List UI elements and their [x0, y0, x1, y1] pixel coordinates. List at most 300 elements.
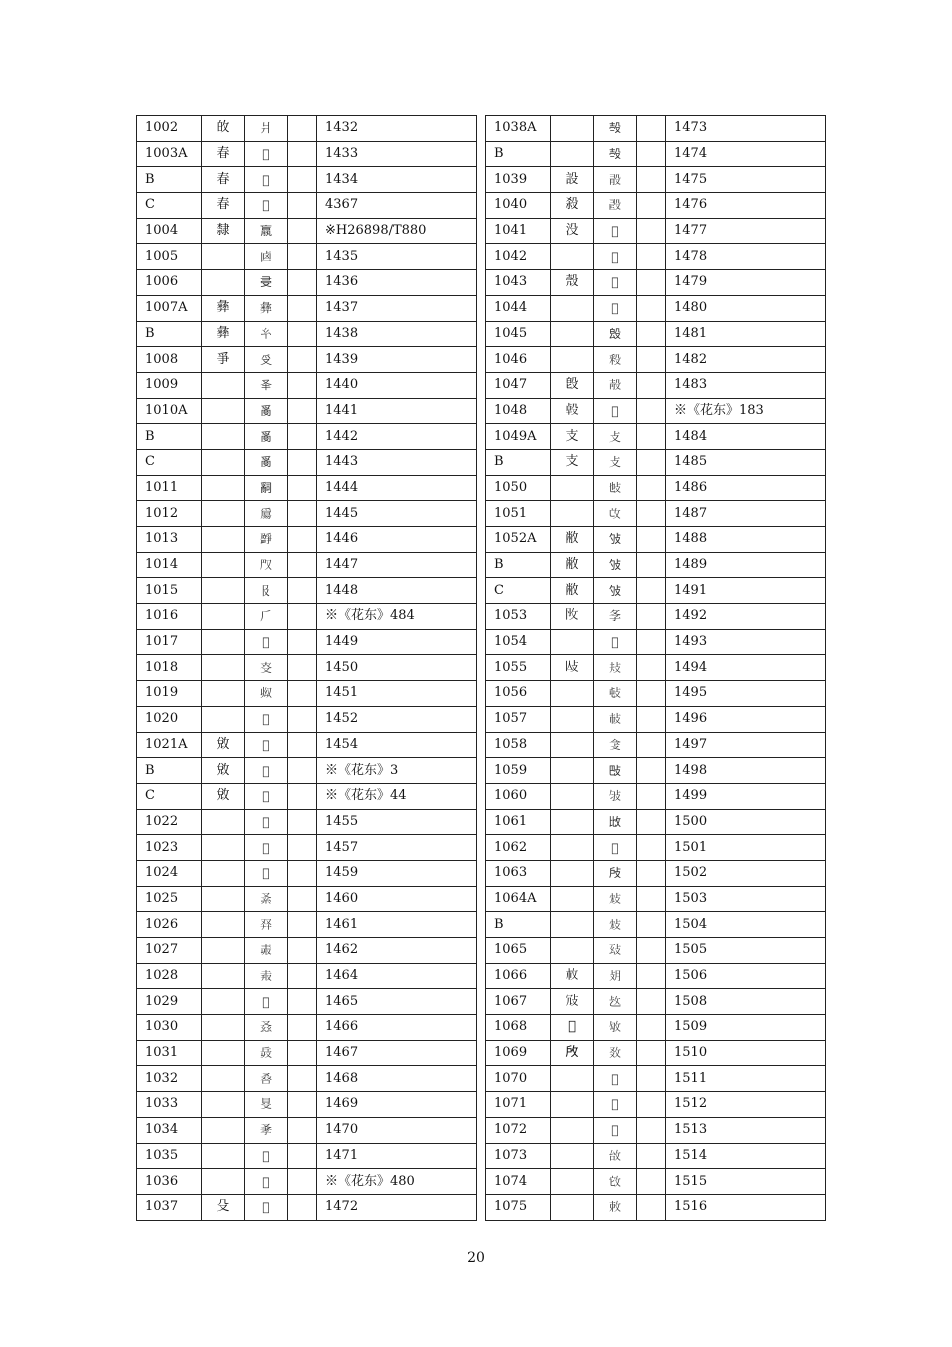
oracle-glyph-cell: 𢻳 — [594, 655, 637, 681]
oracle-glyph-cell: 𣪊 — [594, 141, 637, 167]
table-row — [486, 116, 826, 142]
empty-cell — [637, 835, 666, 861]
oracle-glyph-cell: 𢻿 — [594, 963, 637, 989]
entry-number-cell: 1051 — [486, 501, 551, 527]
empty-cell — [288, 218, 317, 244]
oracle-glyph-cell: 𢼃 — [594, 1015, 637, 1041]
entry-number-cell: C — [137, 193, 202, 219]
modern-character-cell — [551, 501, 594, 527]
modern-character-cell — [551, 1143, 594, 1169]
table-row — [486, 552, 826, 578]
oracle-glyph-cell: 𢻭 — [594, 527, 637, 553]
table-row — [137, 116, 477, 142]
reference-cell: 1451 — [317, 681, 477, 707]
table-row — [137, 1015, 477, 1041]
modern-character-cell — [551, 860, 594, 886]
oracle-glyph-cell: 𢻻 — [594, 860, 637, 886]
table-row — [137, 732, 477, 758]
reference-cell: 1432 — [317, 116, 477, 142]
entry-number-cell: 1006 — [137, 270, 202, 296]
empty-cell — [637, 167, 666, 193]
modern-character-cell — [551, 141, 594, 167]
entry-number-cell: 1031 — [137, 1040, 202, 1066]
oracle-glyph-cell: 𠬲 — [245, 655, 288, 681]
table-row — [137, 578, 477, 604]
entry-number-cell: 1017 — [137, 629, 202, 655]
modern-character-cell — [202, 475, 245, 501]
reference-cell: 1442 — [317, 424, 477, 450]
table-row — [137, 141, 477, 167]
modern-character-cell: 敓 — [202, 758, 245, 784]
oracle-glyph-cell: 𢻱 — [245, 732, 288, 758]
table-row — [486, 629, 826, 655]
oracle-glyph-cell: 𢻱 — [245, 783, 288, 809]
modern-character-cell — [202, 809, 245, 835]
oracle-glyph-cell: 𤔷 — [245, 527, 288, 553]
modern-character-cell — [551, 1194, 594, 1220]
empty-cell — [288, 783, 317, 809]
entry-number-cell: 1058 — [486, 732, 551, 758]
entry-number-cell: 1057 — [486, 706, 551, 732]
reference-cell: 1513 — [666, 1117, 826, 1143]
empty-cell — [288, 1143, 317, 1169]
reference-cell: 1506 — [666, 963, 826, 989]
modern-character-cell — [202, 1169, 245, 1195]
entry-number-cell: 1009 — [137, 372, 202, 398]
entry-number-cell: 1036 — [137, 1169, 202, 1195]
table-row — [137, 1066, 477, 1092]
table-row — [486, 1015, 826, 1041]
table-row — [137, 347, 477, 373]
empty-cell — [288, 552, 317, 578]
oracle-glyph-cell: 𠬷 — [245, 835, 288, 861]
table-row — [486, 218, 826, 244]
modern-character-cell: 支 — [551, 449, 594, 475]
empty-cell — [288, 1169, 317, 1195]
table-body-right — [486, 116, 826, 1221]
modern-character-cell — [551, 295, 594, 321]
reference-cell: 1469 — [317, 1092, 477, 1118]
reference-cell: ※《花东》3 — [317, 758, 477, 784]
reference-cell: 1482 — [666, 347, 826, 373]
empty-cell — [288, 758, 317, 784]
entry-number-cell: 1021A — [137, 732, 202, 758]
oracle-glyph-cell: 𢻸 — [594, 783, 637, 809]
modern-character-cell: 彝 — [202, 321, 245, 347]
entry-number-cell: 1069 — [486, 1040, 551, 1066]
entry-number-cell: 1062 — [486, 835, 551, 861]
reference-cell: 1454 — [317, 732, 477, 758]
empty-cell — [637, 1169, 666, 1195]
entry-number-cell: 1025 — [137, 886, 202, 912]
reference-cell: 1437 — [317, 295, 477, 321]
entry-number-cell: 1071 — [486, 1092, 551, 1118]
reference-cell: 1505 — [666, 938, 826, 964]
oracle-glyph-cell: 𠬺 — [245, 912, 288, 938]
entry-number-cell: B — [137, 758, 202, 784]
reference-cell: 1497 — [666, 732, 826, 758]
table-row — [486, 732, 826, 758]
table-row — [486, 938, 826, 964]
empty-cell — [637, 321, 666, 347]
table-row — [486, 912, 826, 938]
table-row — [486, 1143, 826, 1169]
modern-character-cell — [551, 1169, 594, 1195]
reference-cell: 1504 — [666, 912, 826, 938]
modern-character-cell — [551, 938, 594, 964]
modern-character-cell — [202, 398, 245, 424]
reference-cell: 1441 — [317, 398, 477, 424]
table-row — [486, 475, 826, 501]
table-row — [137, 398, 477, 424]
empty-cell — [288, 193, 317, 219]
empty-cell — [637, 1194, 666, 1220]
reference-cell: 1460 — [317, 886, 477, 912]
table-row — [137, 604, 477, 630]
table-row — [137, 989, 477, 1015]
oracle-glyph-cell: 𠬾 — [245, 1015, 288, 1041]
empty-cell — [288, 1066, 317, 1092]
entry-number-cell: 1047 — [486, 372, 551, 398]
entry-number-cell: 1039 — [486, 167, 551, 193]
modern-character-cell: 敀 — [202, 116, 245, 142]
table-row — [486, 860, 826, 886]
empty-cell — [288, 449, 317, 475]
empty-cell — [637, 912, 666, 938]
entry-number-cell: 1032 — [137, 1066, 202, 1092]
empty-cell — [637, 604, 666, 630]
table-row — [486, 706, 826, 732]
table-row — [137, 372, 477, 398]
empty-cell — [288, 1015, 317, 1041]
table-row — [137, 783, 477, 809]
modern-character-cell — [551, 681, 594, 707]
empty-cell — [637, 809, 666, 835]
reference-cell: 1502 — [666, 860, 826, 886]
oracle-glyph-cell: 𠬻 — [245, 938, 288, 964]
table-row — [486, 321, 826, 347]
entry-number-cell: C — [486, 578, 551, 604]
page-number: 20 — [467, 1250, 485, 1266]
oracle-glyph-cell: 𢻯 — [594, 604, 637, 630]
table-row — [486, 1117, 826, 1143]
entry-number-cell: 1056 — [486, 681, 551, 707]
table-row — [486, 963, 826, 989]
oracle-glyph-cell: 𢼆 — [594, 1066, 637, 1092]
oracle-glyph-cell: 𢻫 — [594, 475, 637, 501]
reference-cell: 1512 — [666, 1092, 826, 1118]
entry-number-cell: 1075 — [486, 1194, 551, 1220]
table-row — [137, 1092, 477, 1118]
table-row — [137, 963, 477, 989]
oracle-glyph-cell: 𢻷 — [594, 758, 637, 784]
entry-number-cell: B — [486, 912, 551, 938]
entry-number-cell: 1053 — [486, 604, 551, 630]
empty-cell — [637, 989, 666, 1015]
oracle-glyph-cell: 𢻹 — [594, 809, 637, 835]
oracle-glyph-cell: 𢻰 — [594, 629, 637, 655]
empty-cell — [288, 1040, 317, 1066]
table-body-left — [137, 116, 477, 1221]
reference-cell: ※《花东》480 — [317, 1169, 477, 1195]
reference-cell: 1479 — [666, 270, 826, 296]
entry-number-cell: 1035 — [137, 1143, 202, 1169]
modern-character-cell: 敝 — [551, 578, 594, 604]
table-row — [137, 681, 477, 707]
entry-number-cell: 1041 — [486, 218, 551, 244]
oracle-glyph-cell: 𠬼 — [245, 963, 288, 989]
entry-number-cell: 1007A — [137, 295, 202, 321]
modern-character-cell — [202, 655, 245, 681]
reference-cell: 1447 — [317, 552, 477, 578]
modern-character-cell: 敝 — [551, 527, 594, 553]
empty-cell — [288, 475, 317, 501]
modern-character-cell — [202, 552, 245, 578]
oracle-glyph-cell: 𣪒 — [594, 244, 637, 270]
entry-number-cell: 1022 — [137, 809, 202, 835]
entry-number-cell: 1028 — [137, 963, 202, 989]
empty-cell — [288, 141, 317, 167]
empty-cell — [288, 244, 317, 270]
empty-cell — [288, 835, 317, 861]
table-row — [486, 372, 826, 398]
empty-cell — [288, 732, 317, 758]
reference-cell: 1491 — [666, 578, 826, 604]
entry-number-cell: 1065 — [486, 938, 551, 964]
table-row — [486, 758, 826, 784]
oracle-glyph-cell: 𢻴 — [594, 681, 637, 707]
empty-cell — [637, 860, 666, 886]
oracle-glyph-cell: 𢼁 — [594, 989, 637, 1015]
reference-cell: 1471 — [317, 1143, 477, 1169]
reference-cell: ※H26898/T880 — [317, 218, 477, 244]
table-row — [137, 167, 477, 193]
oracle-glyph-cell: 𢼇 — [594, 1092, 637, 1118]
table-row — [137, 1194, 477, 1220]
oracle-glyph-cell: 𢻱 — [245, 758, 288, 784]
entry-number-cell: 1055 — [486, 655, 551, 681]
oracle-glyph-cell: 彝 — [245, 295, 288, 321]
reference-cell: 1487 — [666, 501, 826, 527]
empty-cell — [637, 758, 666, 784]
table-row — [486, 295, 826, 321]
entry-number-cell: 1008 — [137, 347, 202, 373]
modern-character-cell: 春 — [202, 193, 245, 219]
oracle-glyph-cell: 𣪐 — [594, 193, 637, 219]
empty-cell — [637, 295, 666, 321]
entry-number-cell: 1046 — [486, 347, 551, 373]
oracle-glyph-cell: 𣪓 — [594, 270, 637, 296]
oracle-glyph-cell: 𤔔 — [245, 424, 288, 450]
oracle-glyph-cell: 𠭄 — [245, 1169, 288, 1195]
reference-cell: 4367 — [317, 193, 477, 219]
reference-cell: 1510 — [666, 1040, 826, 1066]
modern-character-cell: 春 — [202, 141, 245, 167]
modern-character-cell — [202, 886, 245, 912]
empty-cell — [288, 629, 317, 655]
reference-cell: 1435 — [317, 244, 477, 270]
reference-cell: 1495 — [666, 681, 826, 707]
table-row — [137, 629, 477, 655]
empty-cell — [288, 938, 317, 964]
reference-cell: 1499 — [666, 783, 826, 809]
empty-cell — [637, 218, 666, 244]
entry-number-cell: 1059 — [486, 758, 551, 784]
entry-number-cell: C — [137, 449, 202, 475]
reference-cell: 1468 — [317, 1066, 477, 1092]
reference-cell: 1461 — [317, 912, 477, 938]
table-row — [486, 244, 826, 270]
empty-cell — [637, 1143, 666, 1169]
modern-character-cell — [551, 629, 594, 655]
empty-cell — [637, 732, 666, 758]
modern-character-cell: 𢼂 — [551, 1015, 594, 1041]
empty-cell — [637, 449, 666, 475]
entry-number-cell: 1027 — [137, 938, 202, 964]
table-row — [137, 835, 477, 861]
empty-cell — [288, 116, 317, 142]
modern-character-cell — [202, 449, 245, 475]
reference-cell: 1466 — [317, 1015, 477, 1041]
empty-cell — [288, 398, 317, 424]
modern-character-cell — [202, 860, 245, 886]
empty-cell — [637, 1066, 666, 1092]
entry-number-cell: 1052A — [486, 527, 551, 553]
reference-cell: 1508 — [666, 989, 826, 1015]
entry-number-cell: 1014 — [137, 552, 202, 578]
modern-character-cell: 𣪘 — [551, 372, 594, 398]
modern-character-cell — [551, 244, 594, 270]
reference-cell: 1486 — [666, 475, 826, 501]
modern-character-cell — [202, 372, 245, 398]
oracle-glyph-cell: 𢻼 — [594, 912, 637, 938]
table-row — [486, 1066, 826, 1092]
entry-number-cell: 1003A — [137, 141, 202, 167]
entry-number-cell: 1064A — [486, 886, 551, 912]
empty-cell — [288, 1117, 317, 1143]
oracle-glyph-cell: 𠬰 — [245, 629, 288, 655]
reference-cell: 1494 — [666, 655, 826, 681]
reference-cell: 1489 — [666, 552, 826, 578]
reference-cell: 1455 — [317, 809, 477, 835]
entry-number-cell: 1044 — [486, 295, 551, 321]
entry-number-cell: 1020 — [137, 706, 202, 732]
oracle-glyph-cell: 𢼊 — [594, 1169, 637, 1195]
reference-cell: 1467 — [317, 1040, 477, 1066]
modern-character-cell: 春 — [202, 167, 245, 193]
empty-cell — [288, 424, 317, 450]
empty-cell — [637, 706, 666, 732]
reference-cell: 1472 — [317, 1194, 477, 1220]
table-row — [486, 578, 826, 604]
table-row — [486, 449, 826, 475]
reference-cell: 1452 — [317, 706, 477, 732]
reference-cell: 1445 — [317, 501, 477, 527]
reference-cell: 1459 — [317, 860, 477, 886]
empty-cell — [637, 424, 666, 450]
reference-cell: 1446 — [317, 527, 477, 553]
table-row — [137, 758, 477, 784]
entry-number-cell: 1029 — [137, 989, 202, 1015]
reference-cell: ※《花东》484 — [317, 604, 477, 630]
entry-number-cell: 1030 — [137, 1015, 202, 1041]
oracle-glyph-cell: 𠂆 — [245, 604, 288, 630]
table-row — [486, 604, 826, 630]
reference-cell: 1477 — [666, 218, 826, 244]
empty-cell — [637, 475, 666, 501]
reference-cell: 1516 — [666, 1194, 826, 1220]
entry-number-cell: 1019 — [137, 681, 202, 707]
entry-number-cell: 1026 — [137, 912, 202, 938]
reference-cell: 1481 — [666, 321, 826, 347]
modern-character-cell: 彝 — [202, 295, 245, 321]
empty-cell — [637, 398, 666, 424]
entry-number-cell: 1010A — [137, 398, 202, 424]
empty-cell — [637, 629, 666, 655]
oracle-glyph-cell: 𠬪 — [245, 347, 288, 373]
modern-character-cell: 隸 — [202, 218, 245, 244]
empty-cell — [637, 347, 666, 373]
entry-number-cell: 1067 — [486, 989, 551, 1015]
modern-character-cell — [202, 578, 245, 604]
reference-cell: 1515 — [666, 1169, 826, 1195]
table-row — [486, 527, 826, 553]
oracle-glyph-cell: 𢼉 — [594, 1143, 637, 1169]
modern-character-cell — [202, 1092, 245, 1118]
table-row — [486, 1092, 826, 1118]
entry-number-cell: 1040 — [486, 193, 551, 219]
reference-cell: 1480 — [666, 295, 826, 321]
empty-cell — [637, 1117, 666, 1143]
oracle-glyph-cell: 攴 — [594, 449, 637, 475]
reference-cell: 1493 — [666, 629, 826, 655]
table-row — [137, 321, 477, 347]
reference-cell: 1438 — [317, 321, 477, 347]
empty-cell — [637, 1015, 666, 1041]
entry-number-cell: 1063 — [486, 860, 551, 886]
table-row — [486, 681, 826, 707]
table-row — [137, 449, 477, 475]
entry-number-cell: 1050 — [486, 475, 551, 501]
entry-number-cell: 1013 — [137, 527, 202, 553]
table-row — [137, 552, 477, 578]
modern-character-cell — [202, 1066, 245, 1092]
modern-character-cell — [202, 629, 245, 655]
oracle-glyph-cell: 𣪖 — [594, 347, 637, 373]
modern-character-cell — [551, 706, 594, 732]
modern-character-cell — [551, 116, 594, 142]
oracle-glyph-cell: 𠬳 — [245, 681, 288, 707]
table-row — [137, 938, 477, 964]
reference-cell: 1503 — [666, 886, 826, 912]
entry-number-cell: 1042 — [486, 244, 551, 270]
table-row — [137, 295, 477, 321]
table-row — [486, 809, 826, 835]
reference-cell: 1483 — [666, 372, 826, 398]
modern-character-cell: 敝 — [551, 552, 594, 578]
modern-character-cell — [551, 321, 594, 347]
reference-cell: ※《花东》183 — [666, 398, 826, 424]
table-row — [137, 424, 477, 450]
oracle-glyph-cell: 𣪏 — [594, 167, 637, 193]
reference-cell: 1492 — [666, 604, 826, 630]
reference-cell: 1475 — [666, 167, 826, 193]
oracle-glyph-cell: 𣪚 — [594, 398, 637, 424]
empty-cell — [637, 1092, 666, 1118]
table-row — [137, 218, 477, 244]
empty-cell — [637, 552, 666, 578]
modern-character-cell — [551, 912, 594, 938]
